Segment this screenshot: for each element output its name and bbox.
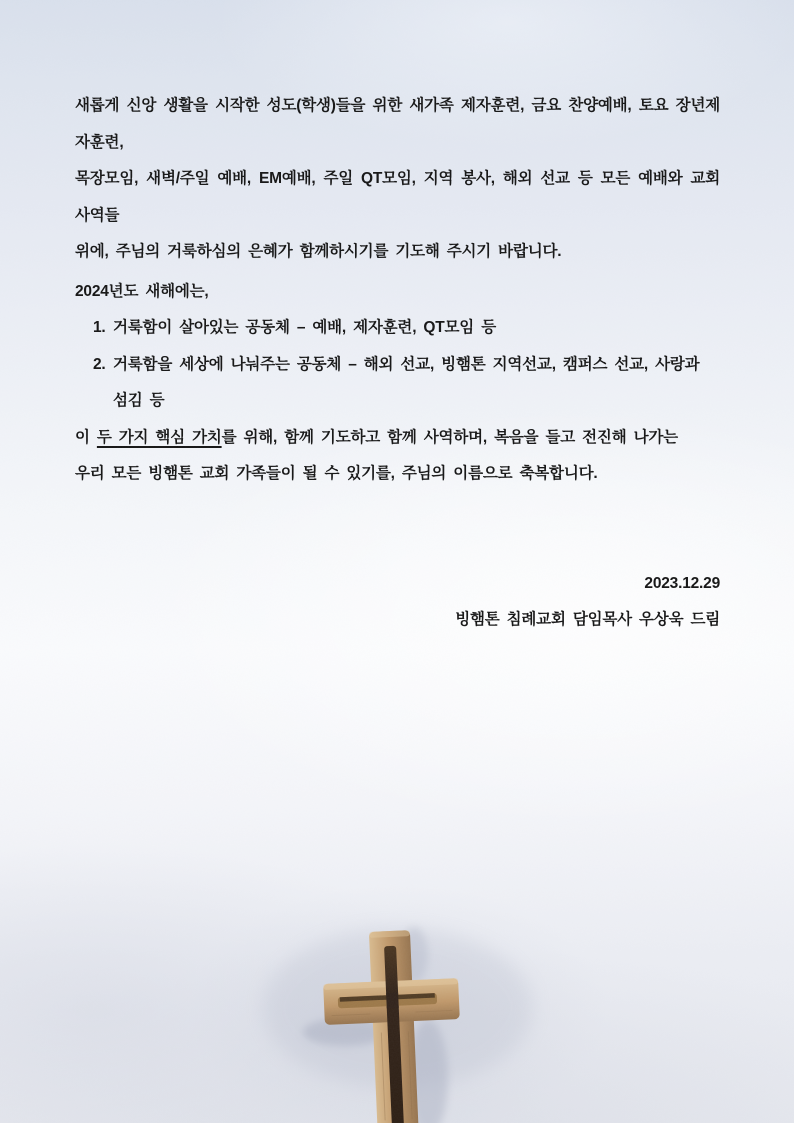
list-item-1-number: 1.	[93, 319, 106, 336]
list-item-2	[75, 347, 720, 420]
cross-snow-shadow	[263, 928, 533, 1088]
list-item-1-text: 거룩함이 살아있는 공동체 – 예배, 제자훈련, QT모임 등	[113, 319, 496, 336]
list-item-2-text: 거룩함을 세상에 나눠주는 공동체 – 해외 선교, 빙햄톤 지역선교, 캠퍼스 선교, 사랑과 섬김 등	[113, 355, 700, 409]
paragraph3-line2: 우리 모든 빙햄톤 교회 가족들이 될 수 있기를, 주님의 이름으로 축복합니다.	[75, 465, 598, 482]
list-item-1	[75, 310, 720, 347]
paragraph3-prefix: 이	[75, 428, 97, 446]
spacer	[75, 529, 720, 566]
paragraph1-line1: 새롭게 신앙 생활을 시작한 성도(학생)들을 위한 새가족 제자훈련, 금요 찬양예배, 토요 장년제자훈련,	[75, 97, 720, 151]
groove-vertical	[384, 946, 404, 1123]
letter-body	[75, 88, 720, 639]
spacer	[75, 493, 720, 530]
paragraph2: 2024년도 새해에는,	[75, 282, 209, 300]
paragraph1-line2: 목장모임, 새벽/주일 예배, EM예배, 주일 QT모임, 지역 봉사, 해외 선교 등 모든 예배와 교회 사역들	[75, 170, 720, 224]
left-arm-shadow	[303, 1018, 387, 1046]
paragraph3-line1	[75, 420, 720, 457]
paragraph3-rest: 를 위해, 함께 기도하고 함께 사역하며, 복음을 들고 전진해 나가는	[221, 428, 678, 446]
top-shadow	[400, 927, 428, 983]
letter-date: 2023.12.29	[644, 574, 720, 592]
list-item-2-number: 2.	[93, 355, 106, 373]
stem-shadow	[408, 1020, 448, 1123]
groove-horizontal	[338, 993, 437, 1008]
letter-signature: 빙햄톤 침례교회 담임목사 우상욱 드림	[455, 611, 720, 628]
paragraph1-line3: 위에, 주님의 거룩하심의 은혜가 함께하시기를 기도해 주시기 바랍니다.	[75, 243, 562, 260]
cross-shape	[321, 928, 465, 1123]
paragraph3-emphasis: 두 가지 핵심 가치	[96, 428, 222, 446]
